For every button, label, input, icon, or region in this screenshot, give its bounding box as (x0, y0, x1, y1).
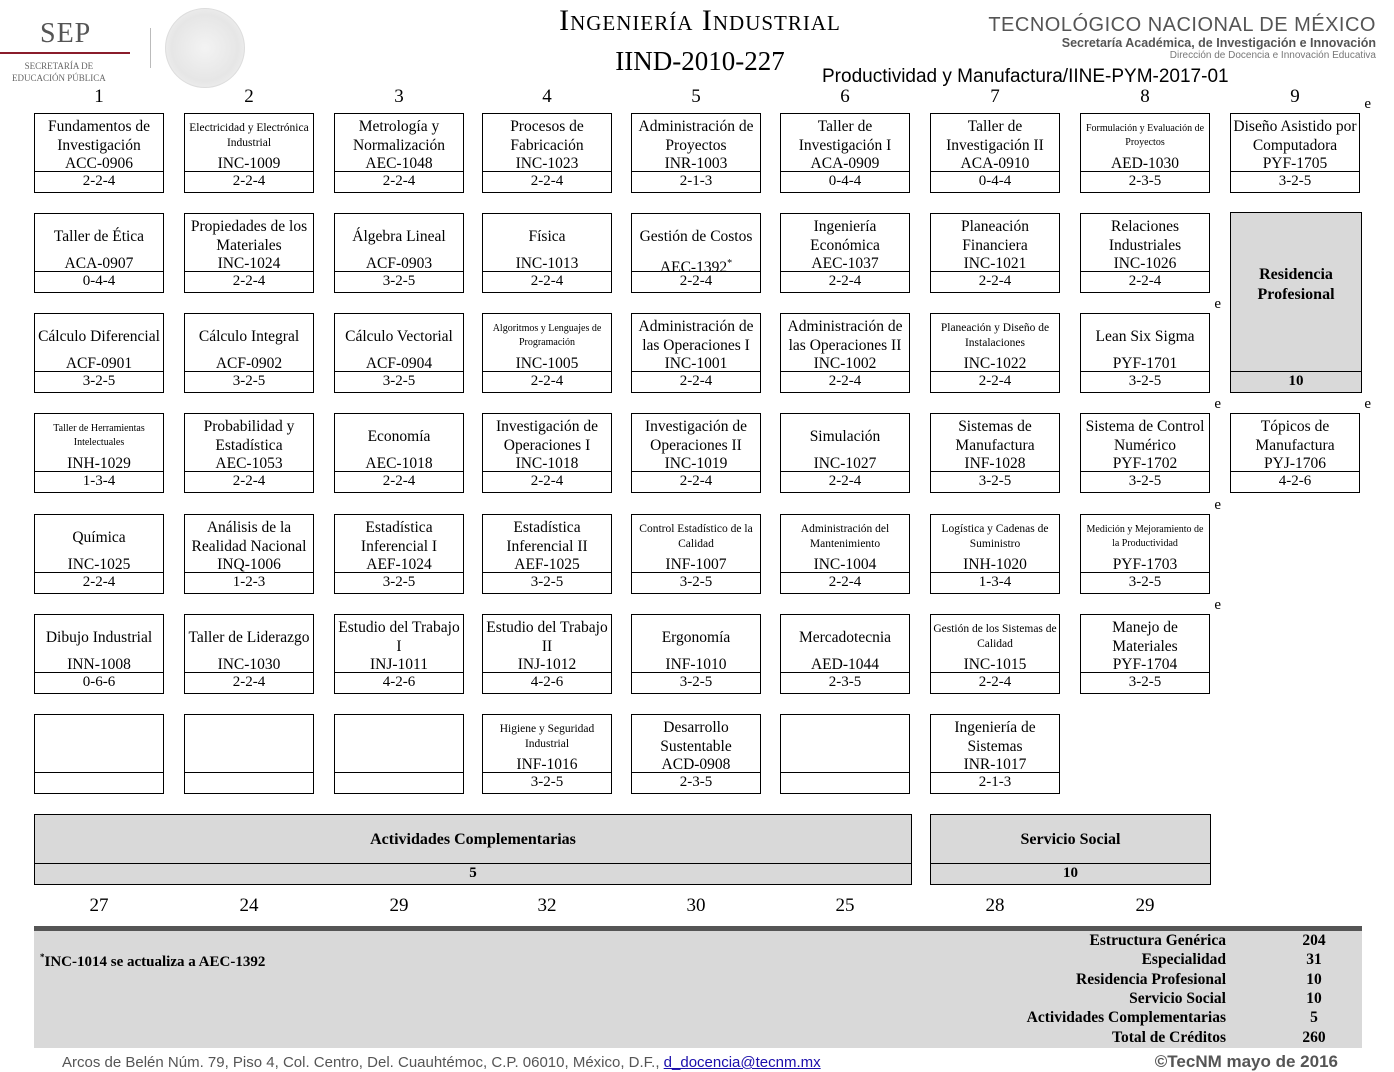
course-credits: 2-2-4 (1080, 271, 1210, 293)
course-card (482, 313, 612, 393)
semester-total: 27 (89, 895, 109, 916)
course-code: PYF-1703 (1112, 556, 1178, 573)
course-name: Estudio del Trabajo I (338, 619, 460, 655)
actividades-label: Actividades Complementarias (370, 831, 576, 848)
course-code: ACF-0903 (365, 255, 433, 272)
course-credits: 4-2-6 (1230, 471, 1360, 493)
course-credits: 3-2-5 (334, 271, 464, 293)
course-credits: 0-4-4 (780, 171, 910, 193)
course-credits: 3-2-5 (930, 471, 1060, 493)
course-name: Estadística Inferencial I (360, 519, 438, 555)
course-code: ACC-0906 (64, 155, 134, 172)
course-credits: 2-2-4 (334, 471, 464, 493)
page-title: Ingeniería Industrial (559, 4, 841, 37)
summary-row (794, 932, 1394, 951)
course-code: INF-1007 (665, 556, 727, 573)
course-code: INC-1024 (217, 255, 281, 272)
course-credits: 3-2-5 (184, 371, 314, 393)
course-name (35, 717, 163, 757)
course-card (184, 514, 314, 594)
course-credits: 3-2-5 (34, 371, 164, 393)
course-credits: 2-2-4 (780, 271, 910, 293)
logo-divider (150, 28, 151, 68)
course-card (1080, 597, 1221, 694)
course-name: Manejo de Materiales (1112, 619, 1178, 655)
course-name: Relaciones Industriales (1108, 218, 1182, 254)
course-card (334, 614, 464, 694)
course-credits (780, 772, 910, 794)
course-code: INC-1027 (813, 455, 877, 472)
course-card (1080, 213, 1210, 293)
course-name (781, 717, 909, 757)
empty-course-card (334, 714, 464, 794)
summary-row (794, 971, 1394, 990)
course-card (482, 113, 612, 193)
course-name: Probabilidad y Estadística (203, 418, 295, 454)
summary-row (794, 990, 1394, 1009)
course-code: INC-1019 (664, 455, 728, 472)
course-code: INC-1001 (664, 355, 728, 372)
empty-course-card (34, 714, 164, 794)
course-card (34, 514, 164, 594)
course-credits: 3-2-5 (1230, 171, 1360, 193)
course-code: INC-1004 (813, 556, 877, 573)
summary-label: Actividades Complementarias (1026, 1009, 1226, 1027)
course-code: AEC-1392* (659, 258, 733, 277)
course-credits: 2-2-4 (34, 171, 164, 193)
specialty-mark: e (1364, 396, 1371, 412)
residencia-label: Residencia Profesional (1257, 266, 1335, 303)
course-card (780, 113, 910, 193)
semester-number: 7 (990, 86, 1000, 107)
specialty-mark: e (1364, 96, 1371, 112)
course-name: Taller de Herramientas Intelectuales (53, 423, 145, 448)
specialty-mark: e (1214, 497, 1221, 513)
course-credits: 2-2-4 (780, 471, 910, 493)
course-card (482, 714, 612, 794)
course-code: ACA-0910 (960, 155, 1030, 172)
course-credits: 2-2-4 (482, 371, 612, 393)
summary-label: Estructura Genérica (1089, 932, 1226, 949)
summary-value: 5 (1310, 1009, 1318, 1027)
course-code: INC-1002 (813, 355, 877, 372)
semester-number: 5 (691, 86, 701, 107)
course-code: AEF-1025 (514, 556, 580, 573)
course-code: INC-1021 (963, 255, 1027, 272)
course-code: ACF-0902 (215, 355, 283, 372)
course-credits: 3-2-5 (1080, 572, 1210, 594)
course-card (1080, 113, 1210, 193)
note-text: INC-1014 se actualiza a AEC-1392 (44, 954, 266, 970)
course-card (780, 213, 910, 293)
course-code: INR-1003 (664, 155, 728, 172)
course-name: Administración de Proyectos (638, 118, 754, 154)
course-credits: 3-2-5 (1080, 371, 1210, 393)
course-code: INF-1028 (964, 455, 1026, 472)
course-card (930, 614, 1060, 694)
sep-logo-subtitle: SECRETARÍA DE EDUCACIÓN PÚBLICA (12, 61, 106, 83)
summary-value: 204 (1302, 932, 1326, 949)
course-credits: 2-2-4 (930, 371, 1060, 393)
tecnm-sub2: Dirección de Docencia e Innovación Educativa (1169, 50, 1376, 61)
course-credits: 3-2-5 (631, 572, 761, 594)
servicio-box (930, 814, 1211, 885)
course-name: Medición y Mejoramiento de la Productividad (1086, 524, 1204, 549)
course-card (780, 614, 910, 694)
course-card (1230, 96, 1371, 193)
course-credits: 2-2-4 (780, 572, 910, 594)
update-mark: * (727, 258, 733, 269)
course-credits: 2-1-3 (631, 171, 761, 193)
course-credits: 1-3-4 (34, 471, 164, 493)
course-credits (334, 772, 464, 794)
course-credits: 3-2-5 (631, 672, 761, 694)
course-name (185, 717, 313, 757)
course-credits: 3-2-5 (1080, 672, 1210, 694)
email-link[interactable]: d_docencia@tecnm.mx (663, 1054, 821, 1071)
note-mark: * (40, 952, 45, 962)
course-credits: 4-2-6 (482, 672, 612, 694)
course-credits: 2-2-4 (631, 371, 761, 393)
course-code: PYJ-1706 (1263, 455, 1326, 472)
course-card (780, 313, 910, 393)
tecnm-sub: Secretaría Académica, de Investigación e Innovación (1061, 36, 1376, 50)
course-code: INJ-1012 (517, 656, 577, 673)
address-text: Arcos de Belén Núm. 79, Piso 4, Col. Centro, Del. Cuauhtémoc, C.P. 06010, México, D.F., (62, 1054, 664, 1071)
copyright: ©TecNM mayo de 2016 (1154, 1052, 1338, 1071)
course-name: Lean Six Sigma (1095, 327, 1195, 345)
course-name: Cálculo Integral (198, 327, 300, 345)
semester-total: 32 (537, 895, 557, 916)
course-credits: 2-2-4 (930, 271, 1060, 293)
course-card (482, 413, 612, 493)
course-credits: 0-4-4 (34, 271, 164, 293)
course-credits: 2-2-4 (631, 471, 761, 493)
course-credits: 2-2-4 (482, 171, 612, 193)
semester-number: 1 (94, 86, 104, 107)
course-code: INC-1022 (963, 355, 1027, 372)
course-code: ACD-0908 (661, 756, 731, 773)
course-credits: 2-2-4 (184, 171, 314, 193)
course-credits: 2-1-3 (930, 772, 1060, 794)
course-name: Mercadotecnia (798, 628, 892, 646)
course-card (930, 313, 1060, 393)
course-credits: 2-3-5 (780, 672, 910, 694)
summary-value: 260 (1302, 1028, 1326, 1046)
semester-total: 29 (1135, 895, 1155, 916)
course-name: Desarrollo Sustentable (660, 719, 732, 755)
course-card (184, 213, 314, 293)
course-name: Estadística Inferencial II (506, 519, 588, 555)
course-credits: 2-2-4 (930, 672, 1060, 694)
course-name: Ergonomía (661, 628, 731, 646)
specialty-mark: e (1214, 597, 1221, 613)
course-card (184, 113, 314, 193)
semester-number: 8 (1140, 86, 1150, 107)
course-code: INQ-1006 (217, 556, 281, 573)
course-credits: 2-2-4 (334, 171, 464, 193)
course-name: Taller de Investigación II (946, 118, 1044, 154)
mexico-seal-icon (165, 8, 245, 88)
course-code: INC-1030 (217, 656, 281, 673)
course-card (631, 413, 761, 493)
course-name: Simulación (809, 427, 881, 445)
semester-number: 3 (394, 86, 404, 107)
summary-row (794, 951, 1394, 970)
course-name: Ingeniería Económica (810, 218, 880, 254)
course-credits: 1-2-3 (184, 572, 314, 594)
course-code: INC-1018 (515, 455, 579, 472)
course-card (780, 514, 910, 594)
course-code: ACF-0904 (365, 355, 433, 372)
course-code: PYF-1702 (1112, 455, 1178, 472)
course-code: AED-1044 (810, 656, 880, 673)
summary-label: Especialidad (1141, 951, 1226, 969)
plan-code: IIND-2010-227 (615, 46, 785, 76)
course-credits: 2-2-4 (780, 371, 910, 393)
course-card (184, 614, 314, 694)
course-name: Sistema de Control Numérico (1085, 418, 1205, 454)
course-credits (184, 772, 314, 794)
course-code: PYF-1701 (1112, 355, 1178, 372)
course-name: Economía (367, 427, 431, 445)
course-code: INC-1025 (67, 556, 131, 573)
empty-course-card (780, 714, 910, 794)
course-code: ACA-0907 (64, 255, 134, 272)
course-card (334, 413, 464, 493)
course-name: Taller de Liderazgo (188, 628, 310, 646)
course-card (34, 413, 164, 493)
course-code: AED-1030 (1110, 155, 1180, 172)
specialty-mark: e (1214, 396, 1221, 412)
semester-total: 29 (389, 895, 409, 916)
summary-label: Servicio Social (1129, 989, 1226, 1007)
course-name: Planeación Financiera (960, 218, 1029, 254)
course-card (482, 614, 612, 694)
tecnm-name: TECNOLÓGICO NACIONAL DE MÉXICO (988, 14, 1376, 36)
course-card (780, 413, 910, 493)
course-card (334, 113, 464, 193)
course-code: AEC-1053 (215, 455, 283, 472)
course-card (184, 413, 314, 493)
actividades-credits: 5 (34, 863, 912, 885)
course-card (930, 213, 1060, 293)
summary-value: 10 (1306, 970, 1322, 988)
course-card (631, 714, 761, 794)
course-name: Física (528, 227, 566, 245)
semester-number: 4 (542, 86, 552, 107)
course-name: Química (72, 528, 126, 546)
course-credits: 2-2-4 (34, 572, 164, 594)
tecnm-header (988, 14, 1376, 61)
course-code: INC-1015 (963, 656, 1027, 673)
course-credits: 2-2-4 (631, 271, 761, 293)
summary-row (794, 1029, 1394, 1048)
course-name: Estudio del Trabajo II (486, 619, 608, 655)
course-card (482, 514, 612, 594)
course-credits (34, 772, 164, 794)
summary-label: Total de Créditos (1112, 1028, 1226, 1046)
course-name: Administración del Mantenimiento (800, 523, 890, 550)
sep-logo (0, 8, 140, 83)
course-credits: 3-2-5 (482, 772, 612, 794)
course-name (335, 717, 463, 757)
course-code: INF-1010 (665, 656, 727, 673)
specialty-title: Productividad y Manufactura/IINE-PYM-2017-01 (822, 66, 1229, 87)
course-card (631, 213, 761, 293)
course-card (631, 113, 761, 193)
course-card (34, 614, 164, 694)
course-code: ACA-0909 (810, 155, 880, 172)
course-name: Logística y Cadenas de Suministro (941, 523, 1049, 550)
course-credits: 2-2-4 (184, 271, 314, 293)
course-name: Administración de las Operaciones II (787, 318, 903, 354)
course-credits: 0-4-4 (930, 171, 1060, 193)
course-credits: 3-2-5 (334, 371, 464, 393)
semester-total: 30 (686, 895, 706, 916)
course-code: INC-1013 (515, 255, 579, 272)
course-card (334, 313, 464, 393)
course-code: INN-1008 (67, 656, 131, 673)
course-code: INC-1005 (515, 355, 579, 372)
course-code: INH-1020 (963, 556, 1027, 573)
course-name: Administración de las Operaciones I (638, 318, 754, 354)
course-name: Investigación de Operaciones II (644, 418, 747, 454)
course-card (1080, 396, 1221, 493)
course-credits: 2-3-5 (631, 772, 761, 794)
course-name: Investigación de Operaciones I (495, 418, 598, 454)
servicio-label: Servicio Social (1020, 831, 1121, 848)
semester-number: 6 (840, 86, 850, 107)
course-name: Cálculo Vectorial (345, 327, 453, 345)
summary-value: 10 (1306, 989, 1322, 1007)
course-credits: 2-2-4 (482, 471, 612, 493)
course-code: INJ-1011 (370, 656, 428, 673)
course-name: Propiedades de los Materiales (190, 218, 308, 254)
course-card (34, 113, 164, 193)
course-code: INC-1009 (217, 155, 281, 172)
sep-logo-line (0, 52, 130, 54)
course-card (631, 313, 761, 393)
course-name: Metrología y Normalización (352, 118, 446, 154)
course-credits: 2-3-5 (1080, 171, 1210, 193)
course-card (930, 113, 1060, 193)
course-card (930, 714, 1060, 794)
course-card (631, 514, 761, 594)
course-credits: 3-2-5 (1080, 471, 1210, 493)
servicio-credits: 10 (930, 863, 1211, 885)
course-credits: 2-2-4 (184, 672, 314, 694)
course-card (184, 313, 314, 393)
course-name: Procesos de Fabricación (510, 118, 584, 154)
summary-value: 31 (1306, 951, 1322, 969)
course-code: AEC-1048 (365, 155, 433, 172)
semester-total: 25 (835, 895, 855, 916)
course-card (1080, 497, 1221, 594)
summary-label: Residencia Profesional (1076, 970, 1226, 988)
actividades-box (34, 814, 912, 885)
course-name: Formulación y Evaluación de Proyectos (1085, 123, 1205, 148)
empty-course-card (184, 714, 314, 794)
course-name: Tópicos de Manufactura (1255, 418, 1335, 454)
course-name: Álgebra Lineal (352, 227, 446, 245)
course-name: Electricidad y Electrónica Industrial (189, 122, 309, 149)
course-name: Taller de Ética (53, 227, 145, 245)
course-name: Gestión de los Sistemas de Calidad (933, 623, 1057, 650)
course-card (930, 514, 1060, 594)
course-name: Análisis de la Realidad Nacional (191, 519, 307, 555)
course-card (1230, 396, 1371, 493)
course-card (930, 413, 1060, 493)
course-name: Dibujo Industrial (45, 628, 153, 646)
course-code: INC-1026 (1113, 255, 1177, 272)
course-code: INH-1029 (67, 455, 131, 472)
course-name: Planeación y Diseño de Instalaciones (940, 322, 1050, 349)
course-code: AEC-1018 (365, 455, 433, 472)
course-card (34, 213, 164, 293)
course-code: PYF-1704 (1112, 656, 1178, 673)
course-name: Cálculo Diferencial (38, 327, 160, 345)
course-credits: 2-2-4 (184, 471, 314, 493)
course-credits: 2-2-4 (482, 271, 612, 293)
course-code: INC-1023 (515, 155, 579, 172)
semester-total: 24 (239, 895, 259, 916)
course-code: AEC-1037 (811, 255, 879, 272)
course-name: Diseño Asistido por Computadora (1233, 118, 1357, 154)
semester-total: 28 (985, 895, 1005, 916)
course-card (334, 514, 464, 594)
sep-logo-text: SEP (40, 18, 92, 49)
course-code: PYF-1705 (1262, 155, 1328, 172)
course-credits: 3-2-5 (334, 572, 464, 594)
course-name: Algoritmos y Lenguajes de Programación (492, 323, 602, 348)
course-card (34, 313, 164, 393)
course-name: Ingeniería de Sistemas (954, 719, 1036, 755)
course-name: Gestión de Costos (639, 227, 753, 245)
footer-address (62, 1054, 821, 1071)
residencia-credits: 10 (1230, 371, 1362, 393)
course-credits: 1-3-4 (930, 572, 1060, 594)
residencia-box (1230, 212, 1362, 393)
course-name: Control Estadístico de la Calidad (639, 523, 753, 550)
specialty-mark: e (1214, 296, 1221, 312)
summary-row (794, 1009, 1394, 1028)
course-name: Taller de Investigación I (798, 118, 892, 154)
course-code: INF-1016 (516, 756, 578, 773)
course-name: Fundamentos de Investigación (47, 118, 151, 154)
course-code: INR-1017 (963, 756, 1027, 773)
course-credits: 0-6-6 (34, 672, 164, 694)
course-code: ACF-0901 (65, 355, 133, 372)
course-credits: 4-2-6 (334, 672, 464, 694)
course-name: Higiene y Seguridad Industrial (499, 723, 595, 750)
update-note (40, 952, 265, 971)
course-name: Sistemas de Manufactura (955, 418, 1035, 454)
course-code: AEF-1024 (366, 556, 432, 573)
course-card (482, 213, 612, 293)
course-card (334, 213, 464, 293)
semester-number: 9 (1290, 86, 1300, 107)
course-card (1080, 296, 1221, 393)
semester-number: 2 (244, 86, 254, 107)
course-card (631, 614, 761, 694)
course-credits: 3-2-5 (482, 572, 612, 594)
